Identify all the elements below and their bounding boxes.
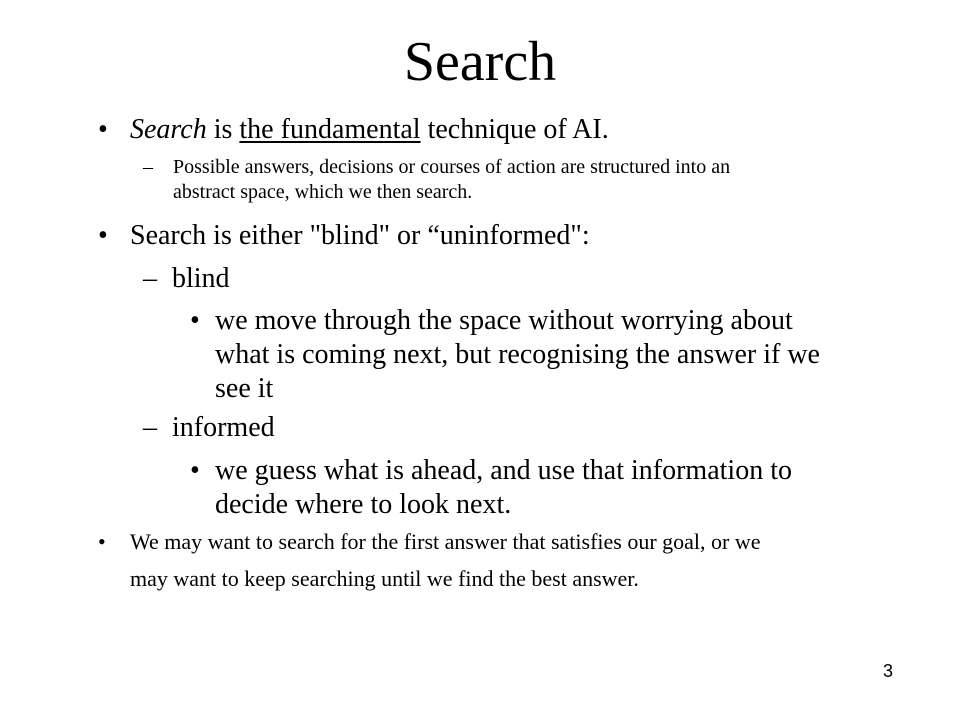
blind-detail-line3: see it (215, 373, 274, 404)
blind-detail-line1: we move through the space without worrying about (215, 305, 793, 336)
dash-icon: – (143, 412, 157, 443)
bullet-icon: • (98, 529, 106, 554)
bullet-search-fundamental (130, 114, 609, 146)
bullet-blind-or-uninformed: Search is either "blind" or “uninformed": (130, 220, 590, 251)
sub-bullet-blind: blind (172, 263, 230, 294)
underlined-phrase: the fundamental (239, 114, 421, 145)
informed-detail-line1: we guess what is ahead, and use that information to (215, 455, 792, 486)
bullet-first-or-best-line2: may want to keep searching until we find the best answer. (130, 566, 639, 591)
bullet-icon: • (98, 114, 108, 145)
bullet-icon: • (190, 455, 200, 486)
sub-bullet-informed: informed (172, 412, 275, 443)
bullet-text: technique of AI. (420, 114, 609, 145)
informed-detail-line2: decide where to look next. (215, 489, 512, 520)
bullet-icon: • (190, 305, 200, 336)
sub-bullet-possible-answers-line2: abstract space, which we then search. (173, 181, 473, 203)
slide-title: Search (403, 31, 557, 93)
bullet-first-or-best-line1: We may want to search for the first answer that satisfies our goal, or we (130, 529, 761, 554)
bullet-icon: • (98, 220, 108, 251)
sub-bullet-possible-answers-line1: Possible answers, decisions or courses of action are structured into an (173, 156, 731, 178)
dash-icon: – (143, 263, 157, 294)
page-number: 3 (882, 661, 893, 681)
search-term: Search (130, 114, 207, 145)
blind-detail-line2: what is coming next, but recognising the answer if we (215, 339, 820, 370)
dash-icon: – (143, 156, 153, 178)
bullet-text: is (206, 114, 240, 145)
